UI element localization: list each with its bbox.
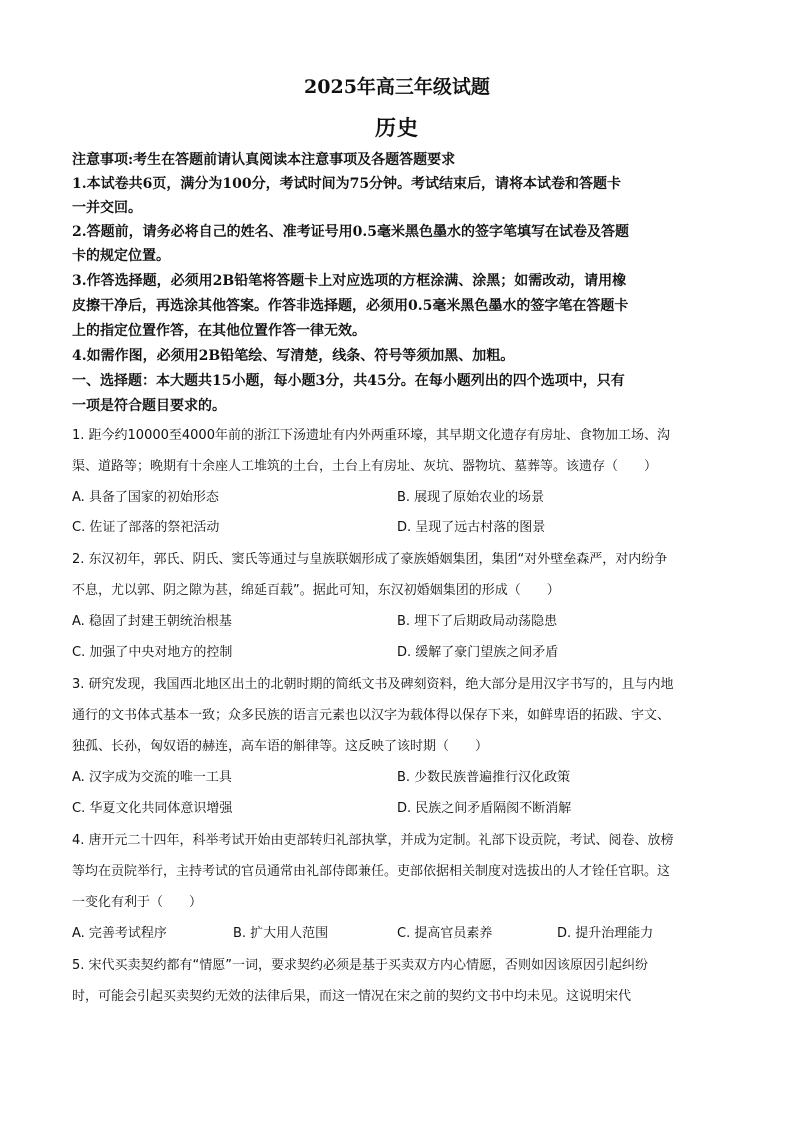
option-b: B. 展现了原始农业的场景 [397, 490, 545, 505]
question-stem: 3. 研究发现，我国西北地区出土的北朝时期的简纸文书及碑刻资料，绝大部分是用汉字书写的，且与内地 [72, 677, 674, 692]
notice-line: 皮擦干净后，再选涂其他答案。作答非选择题，必须用0.5毫米黑色墨水的签字笔在答题卡 [72, 298, 629, 314]
question-stem: 独孤、长孙，匈奴语的赫连，高车语的斛律等。这反映了该时期（ ） [72, 739, 489, 754]
notice-heading: 注意事项:考生在答题前请认真阅读本注意事项及各题答题要求 [72, 152, 456, 168]
notice-line: 3.作答选择题，必须用2B铅笔将答题卡上对应选项的方框涂满、涂黑；如需改动，请用橡 [72, 273, 627, 289]
option-d: D. 缓解了豪门望族之间矛盾 [397, 645, 559, 660]
question-stem: 1. 距今约10000至4000年前的浙江下汤遗址有内外两重环壕，其早期文化遗存有房址、食物加工场、沟 [72, 428, 670, 443]
question-stem: 渠、道路等；晚期有十余座人工堆筑的土台，土台上有房址、灰坑、器物坑、墓葬等。该遗存（ ） [72, 459, 658, 474]
section-heading: 一项是符合题目要求的。 [72, 398, 226, 414]
question-stem: 不息，尤以郭、阴之隙为甚，绵延百载”。据此可知，东汉初婚姻集团的形成（ ） [72, 583, 560, 598]
question-stem: 等均在贡院举行，主持考试的官员通常由礼部侍郎兼任。吏部依据相关制度对选拔出的人才铨任官职。这 [72, 864, 671, 879]
question-stem: 4. 唐开元二十四年，科举考试开始由吏部转归礼部执掌，并成为定制。礼部下设贡院，考试、阅卷、放榜 [72, 833, 674, 848]
question-stem: 通行的文书体式基本一致；众多民族的语言元素也以汉字为载体得以保存下来，如鲜卑语的拓跋、宇文、 [72, 708, 671, 723]
question-stem: 一变化有利于（ ） [72, 895, 203, 910]
question-stem: 时，可能会引起买卖契约无效的法律后果，而这一情况在宋之前的契约文书中均未见。这说明宋代 [72, 989, 632, 1004]
option-b: B. 少数民族普遍推行汉化政策 [397, 770, 571, 785]
notice-line: 上的指定位置作答，在其他位置作答一律无效。 [72, 323, 366, 339]
section-heading: 一、选择题：本大题共15小题，每小题3分，共45分。在每小题列出的四个选项中，只有 [72, 373, 625, 389]
option-d: D. 呈现了远古村落的图景 [397, 520, 546, 535]
option-a: A. 稳固了封建王朝统治根基 [72, 614, 232, 629]
notice-line: 卡的规定位置。 [72, 248, 170, 264]
option-b: B. 扩大用人范围 [233, 926, 329, 941]
notice-line: 1.本试卷共6页，满分为100分，考试时间为75分钟。考试结束后，请将本试卷和答题卡 [72, 176, 622, 192]
option-c: C. 佐证了部落的祭祀活动 [72, 520, 220, 535]
exam-title: 2025年高三年级试题 [304, 76, 490, 98]
option-c: C. 加强了中央对地方的控制 [72, 645, 233, 660]
subject-title: 历史 [375, 115, 419, 140]
question-stem: 5. 宋代买卖契约都有“情愿”一词，要求契约必须是基于买卖双方内心情愿，否则如因该原因引起纠纷 [72, 958, 649, 973]
option-a: A. 汉字成为交流的唯一工具 [72, 770, 232, 785]
notice-line: 2.答题前，请务必将自己的姓名、准考证号用0.5毫米黑色墨水的签字笔填写在试卷及答题 [72, 224, 629, 240]
option-b: B. 埋下了后期政局动荡隐患 [397, 614, 558, 629]
option-a: A. 具备了国家的初始形态 [72, 490, 219, 505]
option-d: D. 民族之间矛盾隔阂不断消解 [397, 801, 572, 816]
notice-line: 4.如需作图，必须用2B铅笔绘、写清楚，线条、符号等须加黑、加粗。 [72, 348, 515, 364]
option-c: C. 提高官员素养 [397, 926, 493, 941]
notice-line: 一并交回。 [72, 200, 142, 216]
option-d: D. 提升治理能力 [557, 926, 654, 941]
question-stem: 2. 东汉初年，郭氏、阴氏、窦氏等通过与皇族联姻形成了豪族婚姻集团，集团“对外壁垒森严，对内纷争 [72, 552, 668, 567]
option-c: C. 华夏文化共同体意识增强 [72, 801, 233, 816]
option-a: A. 完善考试程序 [72, 926, 167, 941]
